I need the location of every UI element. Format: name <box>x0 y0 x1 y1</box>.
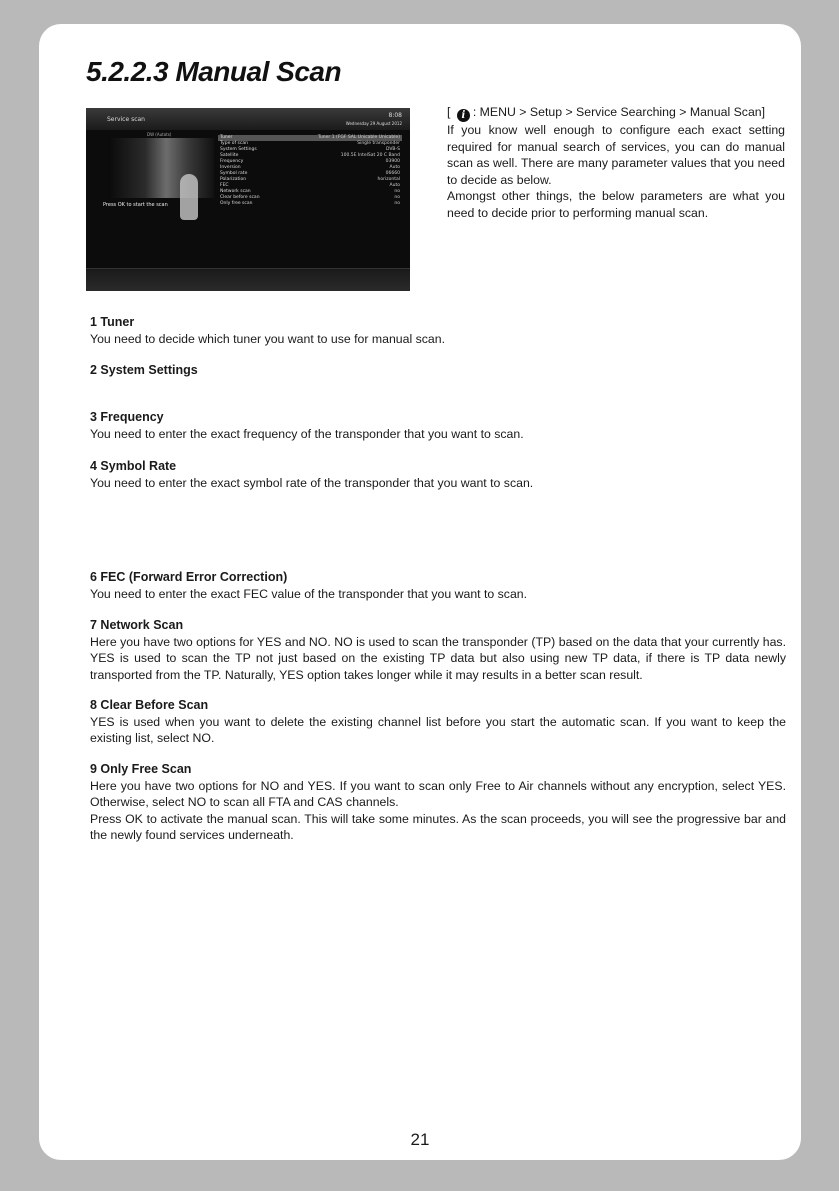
manual-page <box>39 24 801 1160</box>
scan-setting-label: Only free scan <box>220 201 253 206</box>
screenshot-date: Wednesday 29 August 2012 <box>345 121 402 126</box>
parameter-heading: 6 FEC (Forward Error Correction) <box>90 570 288 584</box>
scan-setting-label: Polarization <box>220 177 247 182</box>
screenshot-hint: Press OK to start the scan <box>103 202 168 208</box>
scan-setting-value: Auto <box>389 183 400 188</box>
scan-setting-value: Auto <box>389 165 400 170</box>
parameter-heading: 4 Symbol Rate <box>90 459 177 473</box>
menu-path-bracket: [ <box>447 105 451 119</box>
scan-setting-value: no <box>394 189 400 194</box>
section-title: 5.2.2.3 Manual Scan <box>86 56 342 87</box>
scan-setting-label: Network scan <box>220 189 251 194</box>
intro-paragraph: Amongst other things, the below parameters are what you need to decide prior to performing manual scan. <box>447 189 785 220</box>
scan-setting-label: FEC <box>220 183 229 188</box>
scan-setting-value: 03900 <box>385 159 400 164</box>
menu-path <box>447 104 785 122</box>
parameter-description: You need to enter the exact symbol rate of the transponder that you want to scan. <box>90 475 534 490</box>
parameter-description: YES is used when you want to delete the existing channel list before you start the automatic scan. If you want to keep the existing list, select NO. <box>90 714 786 746</box>
parameter-section <box>90 697 786 747</box>
info-icon: i <box>457 109 470 122</box>
scan-setting-value: DVB-S <box>385 147 400 152</box>
parameter-heading: 1 Tuner <box>90 315 135 329</box>
scan-setting-label: System Settings <box>220 147 257 152</box>
video-figure <box>180 174 198 220</box>
scan-settings-list <box>218 135 402 207</box>
scan-setting-label: Clear before scan <box>220 195 260 200</box>
parameter-description: You need to decide which tuner you want to use for manual scan. <box>90 331 446 346</box>
parameter-note: Press OK to activate the manual scan. This will take some minutes. As the scan proceeds, you will see the progressive bar and the newly found services underneath. <box>90 811 786 843</box>
parameter-section <box>90 458 786 491</box>
parameter-heading: 8 Clear Before Scan <box>90 698 209 712</box>
screenshot-header <box>86 108 410 130</box>
intro-paragraph: If you know well enough to configure each exact setting required for manual search of services, you can do manual scan as well. There are many parameter values that you need to decide as below. <box>447 123 785 187</box>
parameter-heading: 7 Network Scan <box>90 618 184 632</box>
video-preview <box>108 138 214 198</box>
scan-setting-value: no <box>394 195 400 200</box>
parameter-section <box>90 409 786 442</box>
parameter-description: You need to enter the exact frequency of the transponder that you want to scan. <box>90 426 524 441</box>
parameter-heading: 3 Frequency <box>90 410 164 424</box>
screenshot-channel: DW (Autots) <box>147 132 172 137</box>
parameter-description: Here you have two options for YES and NO. NO is used to scan the transponder (TP) based on the data that your currently has. YES is used to scan the TP not just based on the existing TP data but also using new TP data, if there is TP data newly transported from the TP. Naturally, YES option takes longer while it may results in a better scan result. <box>90 634 786 682</box>
scan-setting-value: Single transponder <box>357 141 400 146</box>
screenshot-time: 8:08 <box>388 112 402 119</box>
service-scan-screenshot <box>86 108 410 291</box>
intro-text <box>447 104 785 222</box>
parameter-section <box>90 569 786 602</box>
parameter-section <box>90 314 786 347</box>
parameter-heading: 2 System Settings <box>90 363 198 377</box>
screenshot-title: Service scan <box>107 116 145 123</box>
scan-setting-row <box>218 201 402 207</box>
parameter-section <box>90 617 786 683</box>
scan-setting-value: no <box>394 201 400 206</box>
scan-setting-label: Symbol rate <box>220 171 248 176</box>
scan-setting-label: Frequency <box>220 159 244 164</box>
parameter-section <box>90 761 786 844</box>
scan-setting-label: Type of scan <box>220 141 248 146</box>
parameter-description: Here you have two options for NO and YES. If you want to scan only Free to Air channels without any encryption, select YES. Otherwise, select NO to scan all FTA and CAS channels. <box>90 778 786 810</box>
scan-setting-value: horizontal <box>377 177 400 182</box>
scan-setting-label: Tuner <box>220 135 233 140</box>
scan-setting-label: Satellite <box>220 153 239 158</box>
menu-path-text: : MENU > Setup > Service Searching > Manual Scan] <box>472 105 766 119</box>
parameter-description: You need to enter the exact FEC value of the transponder that you want to scan. <box>90 586 528 601</box>
scan-setting-value: 100.5E IntelSat 20 C Band <box>340 153 400 158</box>
parameter-section <box>90 362 786 379</box>
page-number: 21 <box>410 1130 430 1149</box>
scan-setting-value: Tuner 1 (FGF SAL Unicable Unicable) <box>317 135 400 140</box>
parameter-heading: 9 Only Free Scan <box>90 762 192 776</box>
scan-setting-value: 06660 <box>385 171 400 176</box>
scan-setting-label: Inversion <box>220 165 241 170</box>
screenshot-footer <box>86 268 410 291</box>
